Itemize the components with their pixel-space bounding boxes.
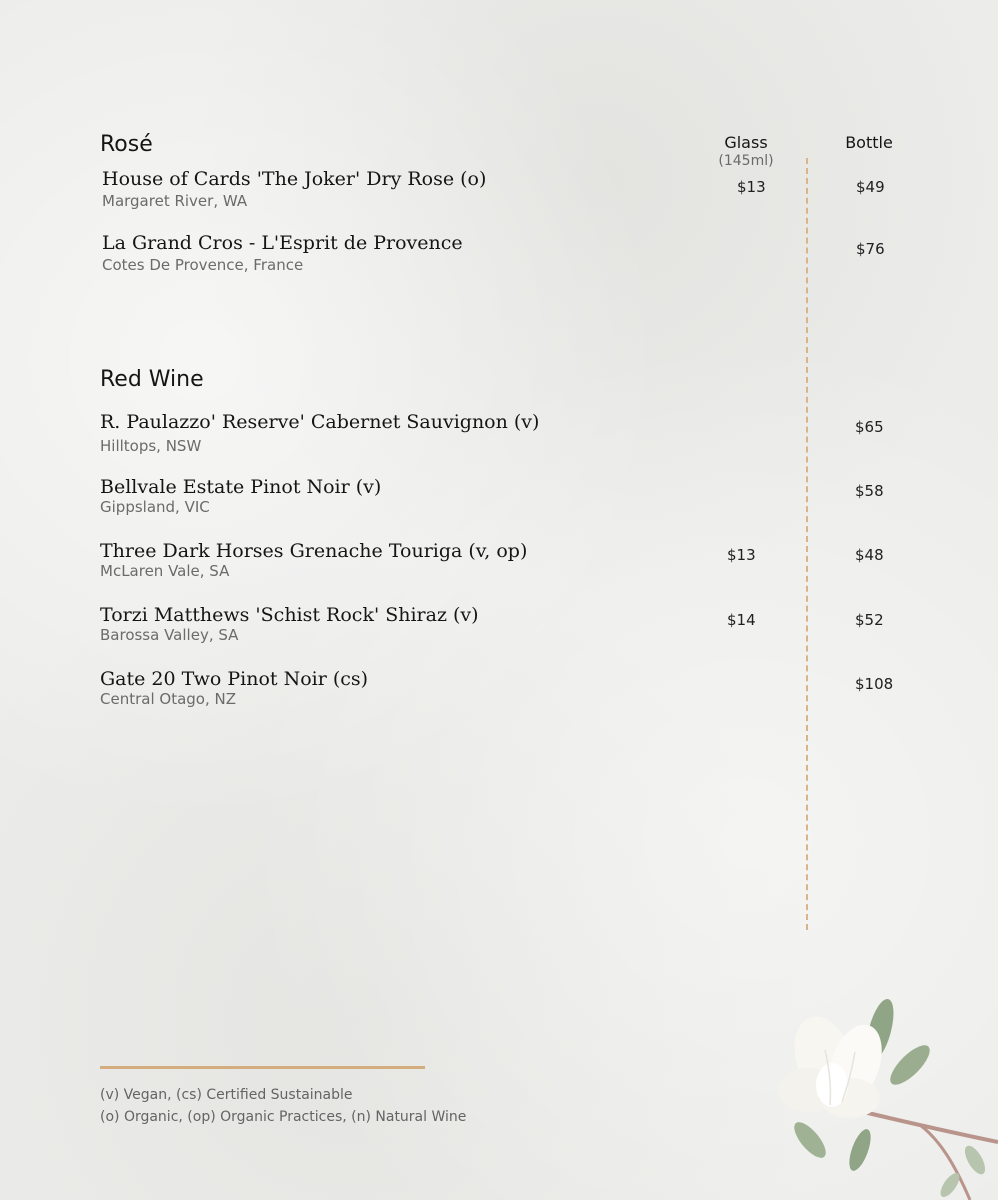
magnolia-flower-icon — [770, 990, 998, 1200]
bottle-price: $58 — [855, 482, 884, 500]
wine-name: Bellvale Estate Pinot Noir (v) — [100, 476, 382, 498]
bottle-column-header: Bottle — [845, 133, 893, 152]
glass-size-label: (145ml) — [718, 153, 774, 169]
wine-item — [100, 411, 539, 455]
glass-price: $13 — [737, 178, 766, 196]
bottle-price: $52 — [855, 611, 884, 629]
wine-item — [100, 476, 381, 516]
bottle-price: $76 — [856, 240, 885, 258]
wine-region: Barossa Valley, SA — [100, 626, 239, 644]
bottle-price: $65 — [855, 418, 884, 436]
wine-name: Gate 20 Two Pinot Noir (cs) — [100, 668, 369, 690]
wine-name: Three Dark Horses Grenache Touriga (v, op) — [100, 540, 528, 562]
wine-item — [102, 168, 486, 210]
wine-region: Gippsland, VIC — [100, 498, 210, 516]
wine-region: Hilltops, NSW — [100, 437, 202, 455]
bottle-price: $48 — [855, 546, 884, 564]
red-wine-section-title: Red Wine — [100, 367, 204, 392]
wine-region: Central Otago, NZ — [100, 690, 236, 708]
wine-region: McLaren Vale, SA — [100, 562, 230, 580]
column-divider — [806, 158, 808, 930]
legend-line-1: (v) Vegan, (cs) Certified Sustainable — [100, 1087, 353, 1103]
wine-item — [100, 668, 368, 708]
wine-item — [100, 604, 479, 644]
glass-price: $14 — [727, 611, 756, 629]
wine-name: House of Cards 'The Joker' Dry Rose (o) — [102, 168, 487, 190]
wine-name: Torzi Matthews 'Schist Rock' Shiraz (v) — [100, 604, 479, 626]
wine-region: Cotes De Provence, France — [102, 256, 304, 274]
wine-item — [100, 540, 527, 580]
wine-name: R. Paulazzo' Reserve' Cabernet Sauvignon (v) — [100, 411, 540, 433]
bottle-price: $108 — [855, 675, 894, 693]
legend-line-2: (o) Organic, (op) Organic Practices, (n) Natural Wine — [100, 1109, 467, 1125]
bottle-price: $49 — [856, 178, 885, 196]
wine-name: La Grand Cros - L'Esprit de Provence — [102, 232, 463, 254]
legend-divider — [100, 1066, 425, 1069]
glass-column-header: Glass — [724, 133, 768, 152]
wine-region: Margaret River, WA — [102, 192, 248, 210]
glass-price: $13 — [727, 546, 756, 564]
wine-item — [102, 232, 463, 274]
rose-section-title: Rosé — [100, 132, 153, 157]
